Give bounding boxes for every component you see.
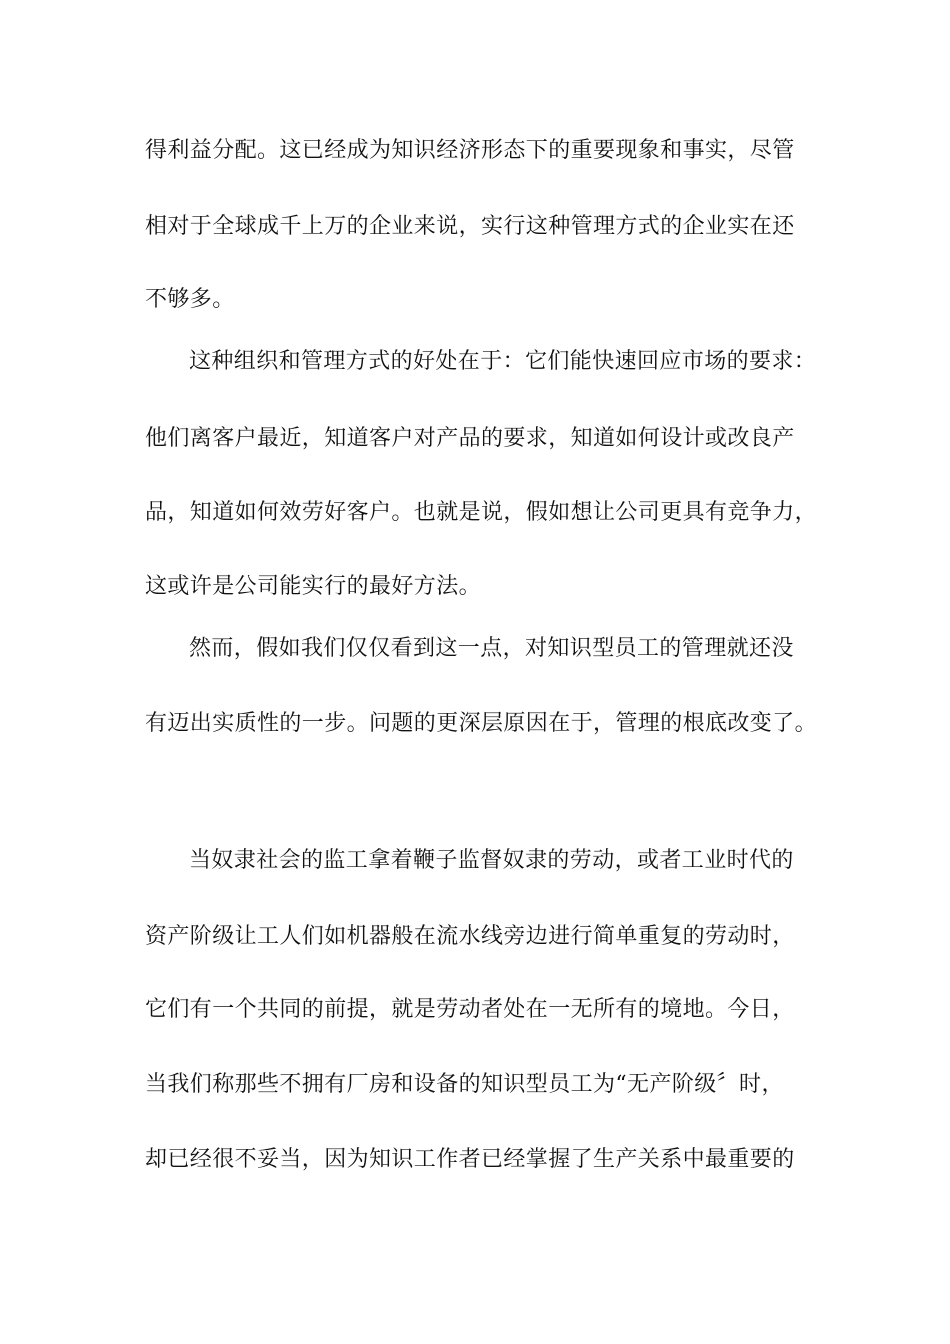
text-line: 当我们称那些不拥有厂房和设备的知识型员工为“无产阶级〞时， [145, 1072, 784, 1097]
text-line: 得利益分配。这已经成为知识经济形态下的重要现象和事实，尽管 [145, 138, 795, 163]
text-line: 相对于全球成千上万的企业来说，实行这种管理方式的企业实在还 [145, 214, 795, 239]
text-line: 资产阶级让工人们如机器般在流水线旁边进行简单重复的劳动时， [145, 924, 795, 949]
text-line: 有迈出实质性的一步。问题的更深层原因在于，管理的根底改变了。 [145, 711, 818, 736]
text-line: 然而，假如我们仅仅看到这一点，对知识型员工的管理就还没 [189, 636, 794, 661]
text-line: 却已经很不妥当，因为知识工作者已经掌握了生产关系中最重要的 [145, 1147, 795, 1172]
text-line: 当奴隶社会的监工拿着鞭子监督奴隶的劳动，或者工业时代的 [189, 848, 794, 873]
text-line: 这或许是公司能实行的最好方法。 [145, 574, 482, 599]
text-line: 品，知道如何效劳好客户。也就是说，假如想让公司更具有竞争力， [145, 500, 818, 525]
text-line: 这种组织和管理方式的好处在于：它们能快速回应市场的要求： [189, 349, 817, 374]
text-line: 它们有一个共同的前提，就是劳动者处在一无所有的境地。今日， [145, 997, 795, 1022]
text-line: 他们离客户最近，知道客户对产品的要求，知道如何设计或改良产 [145, 426, 795, 451]
text-line: 不够多。 [145, 287, 235, 312]
